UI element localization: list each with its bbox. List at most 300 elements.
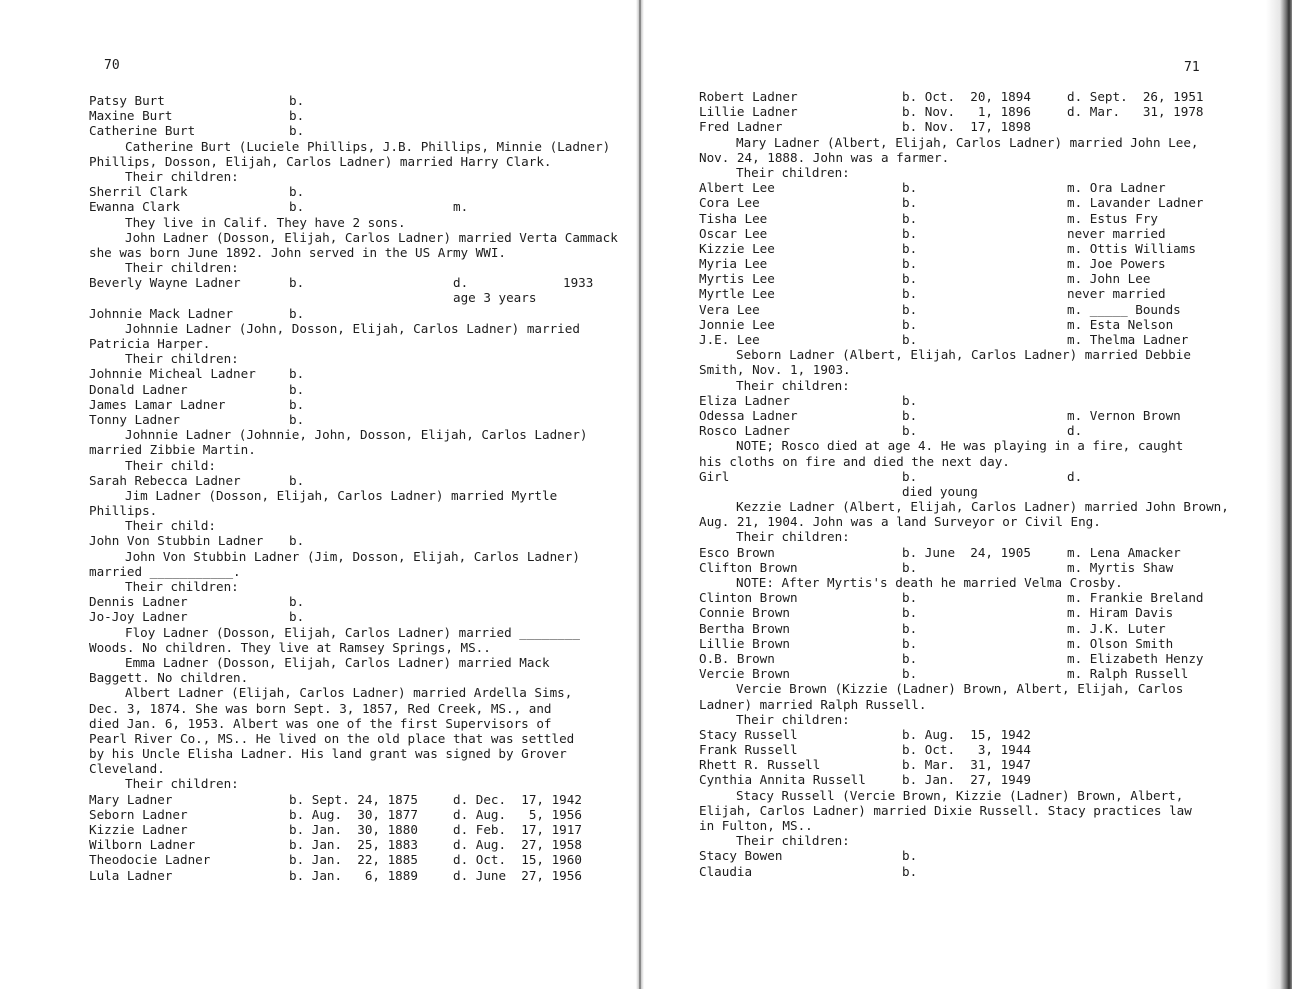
entry-name: Jo-Joy Ladner	[89, 609, 188, 625]
entry-name: Tonny Ladner	[89, 411, 180, 427]
entry-row	[699, 484, 1259, 499]
text-line: Their children:	[125, 579, 239, 594]
entry-row	[699, 636, 1259, 651]
paragraph-line	[89, 731, 629, 746]
entry-field: d. Oct. 15, 1960	[453, 852, 582, 868]
entry-field: m. Hiram Davis	[1067, 605, 1174, 621]
text-line: Ladner) married Ralph Russell.	[699, 696, 927, 712]
entry-name: Connie Brown	[699, 605, 790, 621]
entry-field: never married	[1067, 286, 1166, 302]
text-line: Johnnie Ladner (Johnnie, John, Dosson, Elijah, Carlos Ladner)	[125, 427, 588, 443]
entry-name: Myrtis Lee	[699, 271, 775, 287]
paragraph-first-line	[89, 427, 629, 442]
entry-field: b.	[289, 123, 305, 139]
paragraph-line	[89, 564, 629, 579]
paragraph-first-line	[89, 518, 629, 533]
text-line: married ___________.	[89, 563, 241, 579]
paragraph-first-line	[89, 351, 629, 366]
entry-row	[89, 533, 629, 548]
paragraph-first-line	[699, 575, 1259, 590]
paragraph-first-line	[699, 833, 1259, 848]
entry-field: m. Frankie Breland	[1067, 590, 1204, 606]
text-line: Seborn Ladner (Albert, Elijah, Carlos Ladner) married Debbie	[736, 347, 1191, 363]
entry-name: J.E. Lee	[699, 332, 760, 347]
entry-name: Sherril Clark	[89, 184, 188, 200]
paragraph-first-line	[89, 776, 629, 791]
entry-row	[89, 397, 629, 412]
entry-field: b.	[902, 848, 918, 864]
entry-field: b.	[902, 286, 918, 302]
entry-field: m. Lavander Ladner	[1067, 195, 1204, 211]
text-line: in Fulton, MS..	[699, 818, 813, 833]
entry-field: b.	[289, 275, 305, 291]
entry-field: b.	[289, 93, 305, 108]
entry-name: Donald Ladner	[89, 381, 188, 397]
entry-name: Mary Ladner	[89, 791, 173, 807]
entry-name: Cora Lee	[699, 195, 760, 211]
entry-field: b.	[902, 605, 918, 621]
entry-field: b.	[902, 620, 918, 636]
entry-name: Vercie Brown	[699, 666, 790, 682]
entry-field: m. Joe Powers	[1067, 256, 1166, 272]
entry-field: m. Ottis Williams	[1067, 240, 1196, 256]
entry-field: b.	[289, 305, 305, 321]
entry-field: m. Vernon Brown	[1067, 407, 1181, 423]
entry-row	[699, 666, 1259, 681]
text-line: Albert Ladner (Elijah, Carlos Ladner) married Ardella Sims,	[125, 685, 573, 701]
paragraph-line	[89, 442, 629, 457]
entry-field: b.	[902, 423, 918, 439]
entry-row	[699, 393, 1259, 408]
entry-field: b.	[289, 108, 305, 124]
paragraph-first-line	[89, 685, 629, 700]
entry-name: Lillie Brown	[699, 635, 790, 651]
paragraph-first-line	[89, 488, 629, 503]
entry-field: m. _____ Bounds	[1067, 301, 1181, 317]
paragraph-line	[89, 640, 629, 655]
text-line: Aug. 21, 1904. John was a land Surveyor or Civil Eng.	[699, 514, 1101, 530]
entry-field: m. Ora Ladner	[1067, 180, 1166, 196]
paragraph-first-line	[89, 260, 629, 275]
text-line: Elijah, Carlos Ladner) married Dixie Russell. Stacy practices law	[699, 802, 1192, 818]
entry-field: b.	[902, 468, 918, 484]
entry-name: Theodocie Ladner	[89, 852, 211, 868]
entry-field: m.	[453, 199, 469, 215]
entry-name: Maxine Burt	[89, 108, 173, 124]
entry-row	[699, 545, 1259, 560]
entry-row	[699, 605, 1259, 620]
paragraph-first-line	[89, 215, 629, 230]
entry-row	[89, 594, 629, 609]
entry-field: b. Jan. 22, 1885	[289, 852, 418, 868]
paragraph-first-line	[699, 788, 1259, 803]
entry-field: b.	[289, 533, 305, 549]
entry-row	[699, 271, 1259, 286]
right-page	[699, 89, 1259, 879]
entry-field: d. Mar. 31, 1978	[1067, 104, 1204, 120]
entry-field: b.	[902, 180, 918, 196]
entry-row	[89, 290, 629, 305]
text-line: Emma Ladner (Dosson, Elijah, Carlos Ladner) married Mack	[125, 654, 550, 670]
entry-field: b.	[902, 332, 918, 347]
entry-field: b.	[289, 381, 305, 397]
paragraph-line	[89, 336, 629, 351]
entry-field: d.	[1067, 468, 1083, 484]
paragraph-first-line	[699, 438, 1259, 453]
entry-name: Sarah Rebecca Ladner	[89, 472, 241, 488]
entry-row	[699, 302, 1259, 317]
entry-name: O.B. Brown	[699, 650, 775, 666]
paragraph-line	[699, 697, 1259, 712]
text-line: his cloths on fire and died the next day.	[699, 453, 1010, 469]
entry-name: Kizzie Lee	[699, 240, 775, 256]
paragraph-first-line	[699, 347, 1259, 362]
entry-name: Patsy Burt	[89, 93, 165, 108]
entry-name: Kizzie Ladner	[89, 822, 188, 837]
entry-name: Albert Lee	[699, 180, 775, 196]
entry-row	[89, 807, 629, 822]
entry-row	[89, 412, 629, 427]
text-line: Kezzie Ladner (Albert, Elijah, Carlos Ladner) married John Brown,	[736, 499, 1229, 515]
paragraph-line	[699, 454, 1259, 469]
entry-field: b.	[902, 407, 918, 423]
paragraph-line	[699, 362, 1259, 377]
entry-field: b.	[902, 256, 918, 272]
entry-field: d.	[1067, 423, 1083, 439]
paragraph-line	[89, 503, 629, 518]
paragraph-line	[699, 150, 1259, 165]
entry-name: Seborn Ladner	[89, 806, 188, 822]
paragraph-first-line	[89, 549, 629, 564]
paragraph-first-line	[89, 169, 629, 184]
entry-field: b. Aug. 15, 1942	[902, 726, 1031, 742]
left-page	[89, 93, 629, 883]
entry-row	[699, 256, 1259, 271]
text-line: Dec. 3, 1874. She was born Sept. 3, 1857, Red Creek, MS., and	[89, 700, 552, 716]
entry-row	[89, 609, 629, 624]
entry-row	[89, 275, 629, 290]
entry-row	[89, 868, 629, 883]
entry-name: Vera Lee	[699, 301, 760, 317]
entry-name: Frank Russell	[699, 742, 798, 758]
paragraph-line	[89, 746, 629, 761]
paragraph-line	[89, 154, 629, 169]
entry-name: Johnnie Micheal Ladner	[89, 366, 256, 382]
paragraph-first-line	[699, 135, 1259, 150]
paragraph-first-line	[699, 165, 1259, 180]
entry-row	[699, 104, 1259, 119]
paragraph-line	[699, 514, 1259, 529]
entry-row	[89, 852, 629, 867]
left-page-number: 70	[104, 58, 120, 73]
entry-field: b.	[289, 199, 305, 215]
paragraph-first-line	[89, 579, 629, 594]
entry-name: Bertha Brown	[699, 620, 790, 636]
entry-field: b.	[289, 366, 305, 382]
entry-field: b.	[289, 411, 305, 427]
entry-row	[699, 742, 1259, 757]
entry-row	[699, 727, 1259, 742]
entry-field: b.	[902, 301, 918, 317]
text-line: Vercie Brown (Kizzie (Ladner) Brown, Albert, Elijah, Carlos	[736, 681, 1184, 697]
entry-field: m. Elizabeth Henzy	[1067, 650, 1204, 666]
entry-name: Tisha Lee	[699, 210, 768, 226]
text-line: Their children:	[736, 711, 850, 727]
entry-row	[699, 89, 1259, 104]
entry-row	[699, 119, 1259, 134]
entry-name: Robert Ladner	[699, 89, 798, 104]
entry-name: Beverly Wayne Ladner	[89, 275, 241, 291]
entry-name: Catherine Burt	[89, 123, 196, 139]
entry-row	[89, 366, 629, 381]
text-line: Pearl River Co., MS.. He lived on the old place that was settled	[89, 730, 575, 746]
entry-field: d. Aug. 27, 1958	[453, 837, 582, 853]
text-line: by his Uncle Elisha Ladner. His land grant was signed by Grover	[89, 746, 567, 762]
entry-field: b.	[902, 590, 918, 606]
text-line: NOTE: After Myrtis's death he married Velma Crosby.	[736, 575, 1123, 590]
entry-field: b. Aug. 30, 1877	[289, 806, 418, 822]
entry-field: b.	[289, 609, 305, 625]
entry-name: Clifton Brown	[699, 559, 798, 575]
text-line: Their children:	[736, 529, 850, 545]
text-line: married Zibbie Martin.	[89, 442, 256, 458]
paragraph-first-line	[699, 499, 1259, 514]
entry-field: b. Nov. 1, 1896	[902, 104, 1031, 120]
entry-row	[699, 864, 1259, 879]
entry-name: Eliza Ladner	[699, 392, 790, 408]
entry-name: Stacy Russell	[699, 726, 798, 742]
entry-field: b.	[289, 472, 305, 488]
entry-field: d. Sept. 26, 1951	[1067, 89, 1204, 104]
text-line: Woods. No children. They live at Ramsey Springs, MS..	[89, 639, 491, 655]
paragraph-line	[89, 245, 629, 260]
entry-field: m. Ralph Russell	[1067, 666, 1189, 682]
paragraph-first-line	[699, 681, 1259, 696]
entry-field: b. June 24, 1905	[902, 544, 1031, 560]
entry-row	[699, 332, 1259, 347]
paragraph-first-line	[89, 230, 629, 245]
entry-field: b.	[902, 650, 918, 666]
text-line: Their children:	[125, 260, 239, 276]
entry-field: b. Sept. 24, 1875	[289, 791, 418, 807]
text-line: Phillips.	[89, 503, 158, 519]
entry-name: Dennis Ladner	[89, 594, 188, 610]
entry-field: b.	[902, 559, 918, 575]
entry-name: Wilborn Ladner	[89, 837, 196, 853]
entry-name: Oscar Lee	[699, 225, 768, 241]
text-line: Smith, Nov. 1, 1903.	[699, 362, 851, 378]
text-line: Their child:	[125, 518, 216, 534]
entry-field: m. Estus Fry	[1067, 210, 1158, 226]
entry-field: b.	[289, 184, 305, 200]
paragraph-line	[89, 670, 629, 685]
entry-field: b.	[902, 392, 918, 408]
entry-field: b.	[289, 594, 305, 610]
entry-name: Lillie Ladner	[699, 104, 798, 120]
entry-row	[89, 306, 629, 321]
paragraph-line	[89, 716, 629, 731]
entry-field: b. Nov. 17, 1898	[902, 119, 1031, 135]
entry-field: m. John Lee	[1067, 271, 1151, 287]
entry-row	[699, 408, 1259, 423]
entry-row	[699, 848, 1259, 863]
paragraph-first-line	[89, 458, 629, 473]
entry-name: Odessa Ladner	[699, 407, 798, 423]
entry-field: m. Myrtis Shaw	[1067, 559, 1174, 575]
entry-field: 1933	[563, 275, 594, 291]
paragraph-first-line	[89, 321, 629, 336]
entry-field: d. June 27, 1956	[453, 867, 582, 883]
entry-name: Myria Lee	[699, 256, 768, 272]
text-line: Catherine Burt (Luciele Phillips, J.B. Phillips, Minnie (Ladner)	[125, 138, 611, 154]
entry-row	[699, 286, 1259, 301]
entry-field: m. Esta Nelson	[1067, 316, 1174, 332]
entry-field: b.	[902, 240, 918, 256]
paragraph-first-line	[699, 529, 1259, 544]
text-line: Their child:	[125, 457, 216, 473]
entry-field: d. Dec. 17, 1942	[453, 791, 582, 807]
entry-row	[89, 473, 629, 488]
entry-name: Cynthia Annita Russell	[699, 772, 866, 788]
entry-name: Lula Ladner	[89, 867, 173, 883]
entry-name: Johnnie Mack Ladner	[89, 305, 234, 321]
text-line: Their children:	[736, 833, 850, 849]
text-line: she was born June 1892. John served in the US Army WWI.	[89, 244, 507, 260]
entry-name: James Lamar Ladner	[89, 396, 226, 412]
entry-row	[89, 792, 629, 807]
entry-row	[89, 123, 629, 138]
entry-field: b. Oct. 20, 1894	[902, 89, 1031, 104]
entry-row	[699, 211, 1259, 226]
text-line: Baggett. No children.	[89, 670, 249, 686]
entry-row	[699, 469, 1259, 484]
entry-field: b. Jan. 27, 1949	[902, 772, 1031, 788]
entry-field: m. J.K. Luter	[1067, 620, 1166, 636]
entry-name: Ewanna Clark	[89, 199, 180, 215]
text-line: John Ladner (Dosson, Elijah, Carlos Ladner) married Verta Cammack	[125, 229, 618, 245]
page-edge	[1266, 0, 1292, 989]
entry-name: Stacy Bowen	[699, 848, 783, 864]
book-gutter	[636, 0, 644, 989]
entry-field: b. Mar. 31, 1947	[902, 757, 1031, 773]
entry-field: d. Aug. 5, 1956	[453, 806, 582, 822]
paragraph-line	[699, 803, 1259, 818]
right-page-number: 71	[1184, 60, 1200, 75]
entry-row	[89, 199, 629, 214]
text-line: Floy Ladner (Dosson, Elijah, Carlos Ladner) married ________	[125, 624, 580, 640]
entry-row	[89, 837, 629, 852]
entry-field: m. Lena Amacker	[1067, 544, 1181, 560]
entry-field: b. Jan. 30, 1880	[289, 822, 418, 837]
entry-field: d. Feb. 17, 1917	[453, 822, 582, 837]
entry-row	[89, 108, 629, 123]
paragraph-first-line	[89, 655, 629, 670]
paragraph-line	[699, 818, 1259, 833]
entry-field: b.	[289, 396, 305, 412]
paragraph-first-line	[89, 139, 629, 154]
text-line: Their children:	[125, 168, 239, 184]
entry-name: Jonnie Lee	[699, 316, 775, 332]
entry-field: b.	[902, 225, 918, 241]
entry-row	[699, 317, 1259, 332]
text-line: NOTE; Rosco died at age 4. He was playing in a fire, caught	[736, 438, 1184, 454]
paragraph-first-line	[699, 712, 1259, 727]
paragraph-line	[89, 761, 629, 776]
entry-name: Rhett R. Russell	[699, 757, 821, 773]
entry-row	[699, 757, 1259, 772]
text-line: Cleveland.	[89, 761, 165, 777]
text-line: Phillips, Dosson, Elijah, Carlos Ladner) married Harry Clark.	[89, 153, 552, 169]
entry-field: b.	[902, 195, 918, 211]
entry-name: Clinton Brown	[699, 590, 798, 606]
entry-row	[89, 93, 629, 108]
entry-field: b.	[902, 666, 918, 682]
entry-name: Rosco Ladner	[699, 423, 790, 439]
entry-row	[699, 180, 1259, 195]
paragraph-first-line	[699, 378, 1259, 393]
paragraph-first-line	[89, 625, 629, 640]
text-line: Nov. 24, 1888. John was a farmer.	[699, 149, 950, 165]
text-line: Their children:	[125, 351, 239, 367]
entry-name: Fred Ladner	[699, 119, 783, 135]
entry-name: Claudia	[699, 863, 753, 879]
entry-field: b.	[902, 635, 918, 651]
paragraph-line	[89, 701, 629, 716]
entry-field: b.	[902, 210, 918, 226]
text-line: They live in Calif. They have 2 sons.	[125, 214, 406, 230]
text-line: Stacy Russell (Vercie Brown, Kizzie (Ladner) Brown, Albert,	[736, 787, 1184, 803]
entry-name: Myrtle Lee	[699, 286, 775, 302]
entry-field: b. Jan. 25, 1883	[289, 837, 418, 853]
entry-field: m. Olson Smith	[1067, 635, 1174, 651]
entry-field: b. Jan. 6, 1889	[289, 867, 418, 883]
entry-row	[699, 621, 1259, 636]
text-line: Mary Ladner (Albert, Elijah, Carlos Ladner) married John Lee,	[736, 134, 1199, 150]
entry-field: b.	[902, 863, 918, 879]
entry-row	[699, 772, 1259, 787]
entry-field: never married	[1067, 225, 1166, 241]
entry-row	[699, 560, 1259, 575]
entry-field: b.	[902, 316, 918, 332]
text-line: Jim Ladner (Dosson, Elijah, Carlos Ladner) married Myrtle	[125, 487, 558, 503]
text-line: Their children:	[736, 164, 850, 180]
text-line: Their children:	[125, 776, 239, 792]
entry-row	[699, 651, 1259, 666]
entry-field: died young	[902, 483, 978, 499]
text-line: John Von Stubbin Ladner (Jim, Dosson, Elijah, Carlos Ladner)	[125, 548, 580, 564]
entry-row	[699, 423, 1259, 438]
entry-row	[89, 382, 629, 397]
entry-field: age 3 years	[453, 290, 537, 306]
entry-row	[89, 822, 629, 837]
entry-field: m. Thelma Ladner	[1067, 332, 1189, 347]
entry-name: Esco Brown	[699, 544, 775, 560]
entry-name: John Von Stubbin Ladner	[89, 533, 264, 549]
text-line: died Jan. 6, 1953. Albert was one of the first Supervisors of	[89, 715, 552, 731]
entry-row	[699, 195, 1259, 210]
text-line: Their children:	[736, 377, 850, 393]
entry-row	[699, 226, 1259, 241]
entry-row	[699, 241, 1259, 256]
entry-field: b. Oct. 3, 1944	[902, 742, 1031, 758]
text-line: Johnnie Ladner (John, Dosson, Elijah, Carlos Ladner) married	[125, 320, 580, 336]
entry-row	[699, 590, 1259, 605]
text-line: Patricia Harper.	[89, 336, 211, 351]
entry-field: d.	[453, 275, 469, 291]
entry-name: Girl	[699, 468, 730, 484]
entry-row	[89, 184, 629, 199]
entry-field: b.	[902, 271, 918, 287]
